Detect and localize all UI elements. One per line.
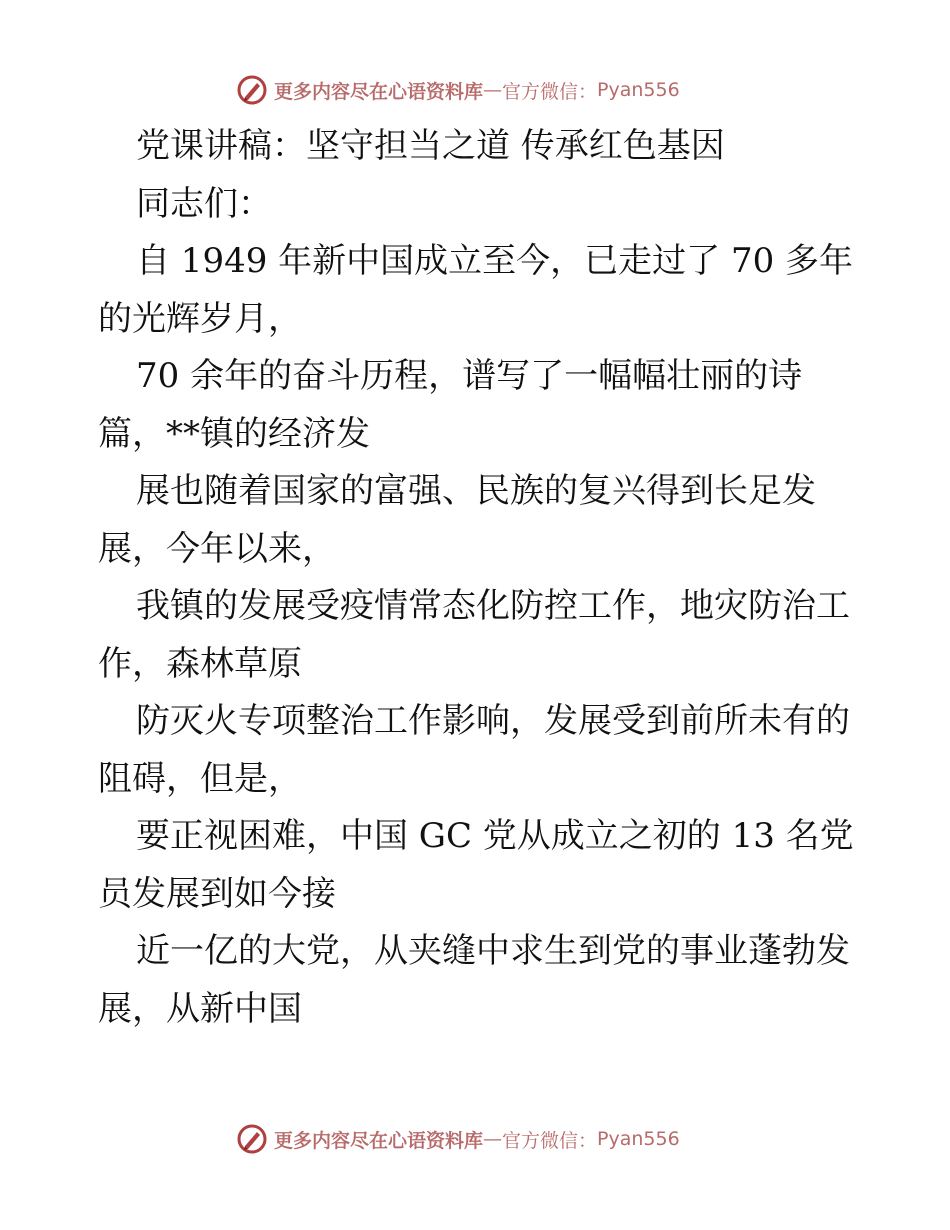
paragraph-line: 篇，**镇的经济发 xyxy=(98,413,370,454)
document-title: 党课讲稿：坚守担当之道 传承红色基因 xyxy=(136,126,725,166)
paragraph-line: 的光辉岁月， xyxy=(98,298,302,339)
paragraph-line: 展，从新中国 xyxy=(98,988,302,1029)
pen-logo-icon xyxy=(236,1123,268,1155)
header-watermark xyxy=(236,72,680,108)
paragraph-line: 近一亿的大党，从夹缝中求生到党的事业蓬勃发 xyxy=(136,931,850,971)
paragraph-line: 阻碍，但是， xyxy=(98,758,302,799)
document-body xyxy=(98,118,858,1038)
watermark-wechat-id: Pyan556 xyxy=(597,79,680,101)
footer-watermark xyxy=(236,1121,680,1157)
pen-logo-icon xyxy=(236,74,268,106)
paragraph-line: 自 1949 年新中国成立至今，已走过了 70 多年 xyxy=(136,241,854,281)
watermark-dash: — xyxy=(483,1128,503,1150)
watermark-wechat-id: Pyan556 xyxy=(597,1128,680,1150)
watermark-wechat-label: 官方微信： xyxy=(502,80,598,103)
paragraph-line: 作，森林草原 xyxy=(98,643,302,684)
paragraph-line: 我镇的发展受疫情常态化防控工作，地灾防治工 xyxy=(136,586,850,626)
watermark-text: 更多内容尽在心语资料库 xyxy=(274,80,484,103)
paragraph-line: 要正视困难，中国 GC 党从成立之初的 13 名党 xyxy=(136,816,854,856)
watermark-dash: — xyxy=(483,79,503,101)
paragraph-line: 防灭火专项整治工作影响，发展受到前所未有的 xyxy=(136,701,850,741)
paragraph-line: 70 余年的奋斗历程，谱写了一幅幅壮丽的诗 xyxy=(136,356,803,396)
watermark-wechat-label: 官方微信： xyxy=(502,1129,598,1152)
greeting: 同志们： xyxy=(136,183,272,224)
paragraph-line: 员发展到如今接 xyxy=(98,873,336,914)
paragraph-line: 展也随着国家的富强、民族的复兴得到长足发 xyxy=(136,471,816,511)
paragraph-line: 展，今年以来， xyxy=(98,528,336,569)
watermark-text: 更多内容尽在心语资料库 xyxy=(274,1129,484,1152)
